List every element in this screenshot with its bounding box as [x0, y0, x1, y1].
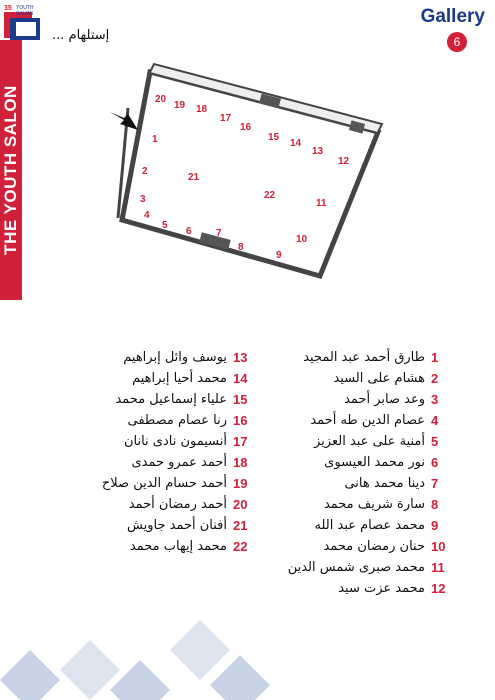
list-item: 1 طارق أحمد عبد المجيد — [303, 350, 439, 365]
spot-8: 8 — [238, 242, 244, 253]
spot-6: 6 — [186, 226, 192, 237]
bottom-decoration — [0, 610, 495, 700]
spot-10: 10 — [296, 234, 308, 245]
spot-9: 9 — [276, 250, 282, 261]
list-item: 4 عصام الدين طه أحمد — [310, 413, 439, 428]
spot-20: 20 — [155, 94, 167, 105]
spot-5: 5 — [162, 220, 168, 231]
spot-2: 2 — [142, 166, 148, 177]
list-item: 20 أحمد رمضان أحمد — [128, 497, 248, 512]
list-item: 19 أحمد حسام الدين صلاح — [101, 476, 248, 491]
spot-21: 21 — [188, 172, 200, 183]
list-item: 21 أفنان أحمد جاويش — [127, 518, 248, 533]
list-item: 13 يوسف وائل إبراهيم — [123, 350, 248, 365]
inspiration-label: إستلهام ... — [52, 28, 110, 43]
spot-3: 3 — [140, 194, 146, 205]
spot-19: 19 — [174, 100, 186, 111]
list-item: 17 أنسيمون نادى نانان — [123, 434, 248, 449]
floor-plan-drawing — [110, 58, 390, 288]
logo-number: 35 — [4, 5, 12, 12]
salon-logo — [2, 4, 48, 44]
list-item: 18 أحمد عمرو حمدى — [131, 455, 248, 470]
floor-plan — [110, 58, 390, 288]
list-item: 7 دينا محمد هانى — [344, 476, 439, 491]
list-item: 9 محمد عصام عبد الله — [314, 518, 439, 533]
spot-11: 11 — [316, 198, 327, 209]
spot-22: 22 — [264, 190, 276, 201]
logo-subtitle: YOUTH SALON — [16, 5, 34, 17]
side-banner — [0, 40, 22, 300]
list-item: 10 حنان رمضان محمد — [323, 539, 446, 554]
gallery-number-badge: 6 — [447, 32, 467, 52]
list-item: 16 رنا عصام مصطفى — [127, 413, 248, 428]
list-item: 6 نور محمد العيسوى — [324, 455, 439, 470]
spot-15: 15 — [268, 132, 280, 143]
spot-7: 7 — [216, 228, 222, 239]
gallery-title: Gallery — [420, 6, 485, 27]
artists-list-left — [55, 350, 255, 560]
spot-16: 16 — [240, 122, 252, 133]
spot-13: 13 — [312, 146, 324, 157]
spot-17: 17 — [220, 113, 232, 124]
list-item: 22 محمد إيهاب محمد — [129, 539, 248, 554]
list-item: 5 أمنية على عبد العزيز — [314, 434, 439, 449]
spot-14: 14 — [290, 138, 302, 149]
spot-18: 18 — [196, 104, 208, 115]
list-item: 11 محمد صبرى شمس الدين — [287, 560, 445, 575]
list-item: 14 محمد أحيا إبراهيم — [132, 371, 248, 386]
list-item: 12 محمد عزت سيد — [338, 581, 446, 596]
entrance-arrow-icon — [110, 108, 140, 130]
list-item: 3 وعد صابر أحمد — [344, 392, 439, 407]
spot-12: 12 — [338, 156, 350, 167]
list-item: 8 سارة شريف محمد — [323, 497, 439, 512]
list-item: 15 علياء إسماعيل محمد — [115, 392, 248, 407]
spot-1: 1 — [152, 134, 158, 145]
artists-list-right — [253, 350, 453, 602]
side-banner-text: THE YOUTH SALON — [1, 85, 21, 255]
spot-4: 4 — [144, 210, 150, 221]
list-item: 2 هشام على السيد — [333, 371, 439, 386]
